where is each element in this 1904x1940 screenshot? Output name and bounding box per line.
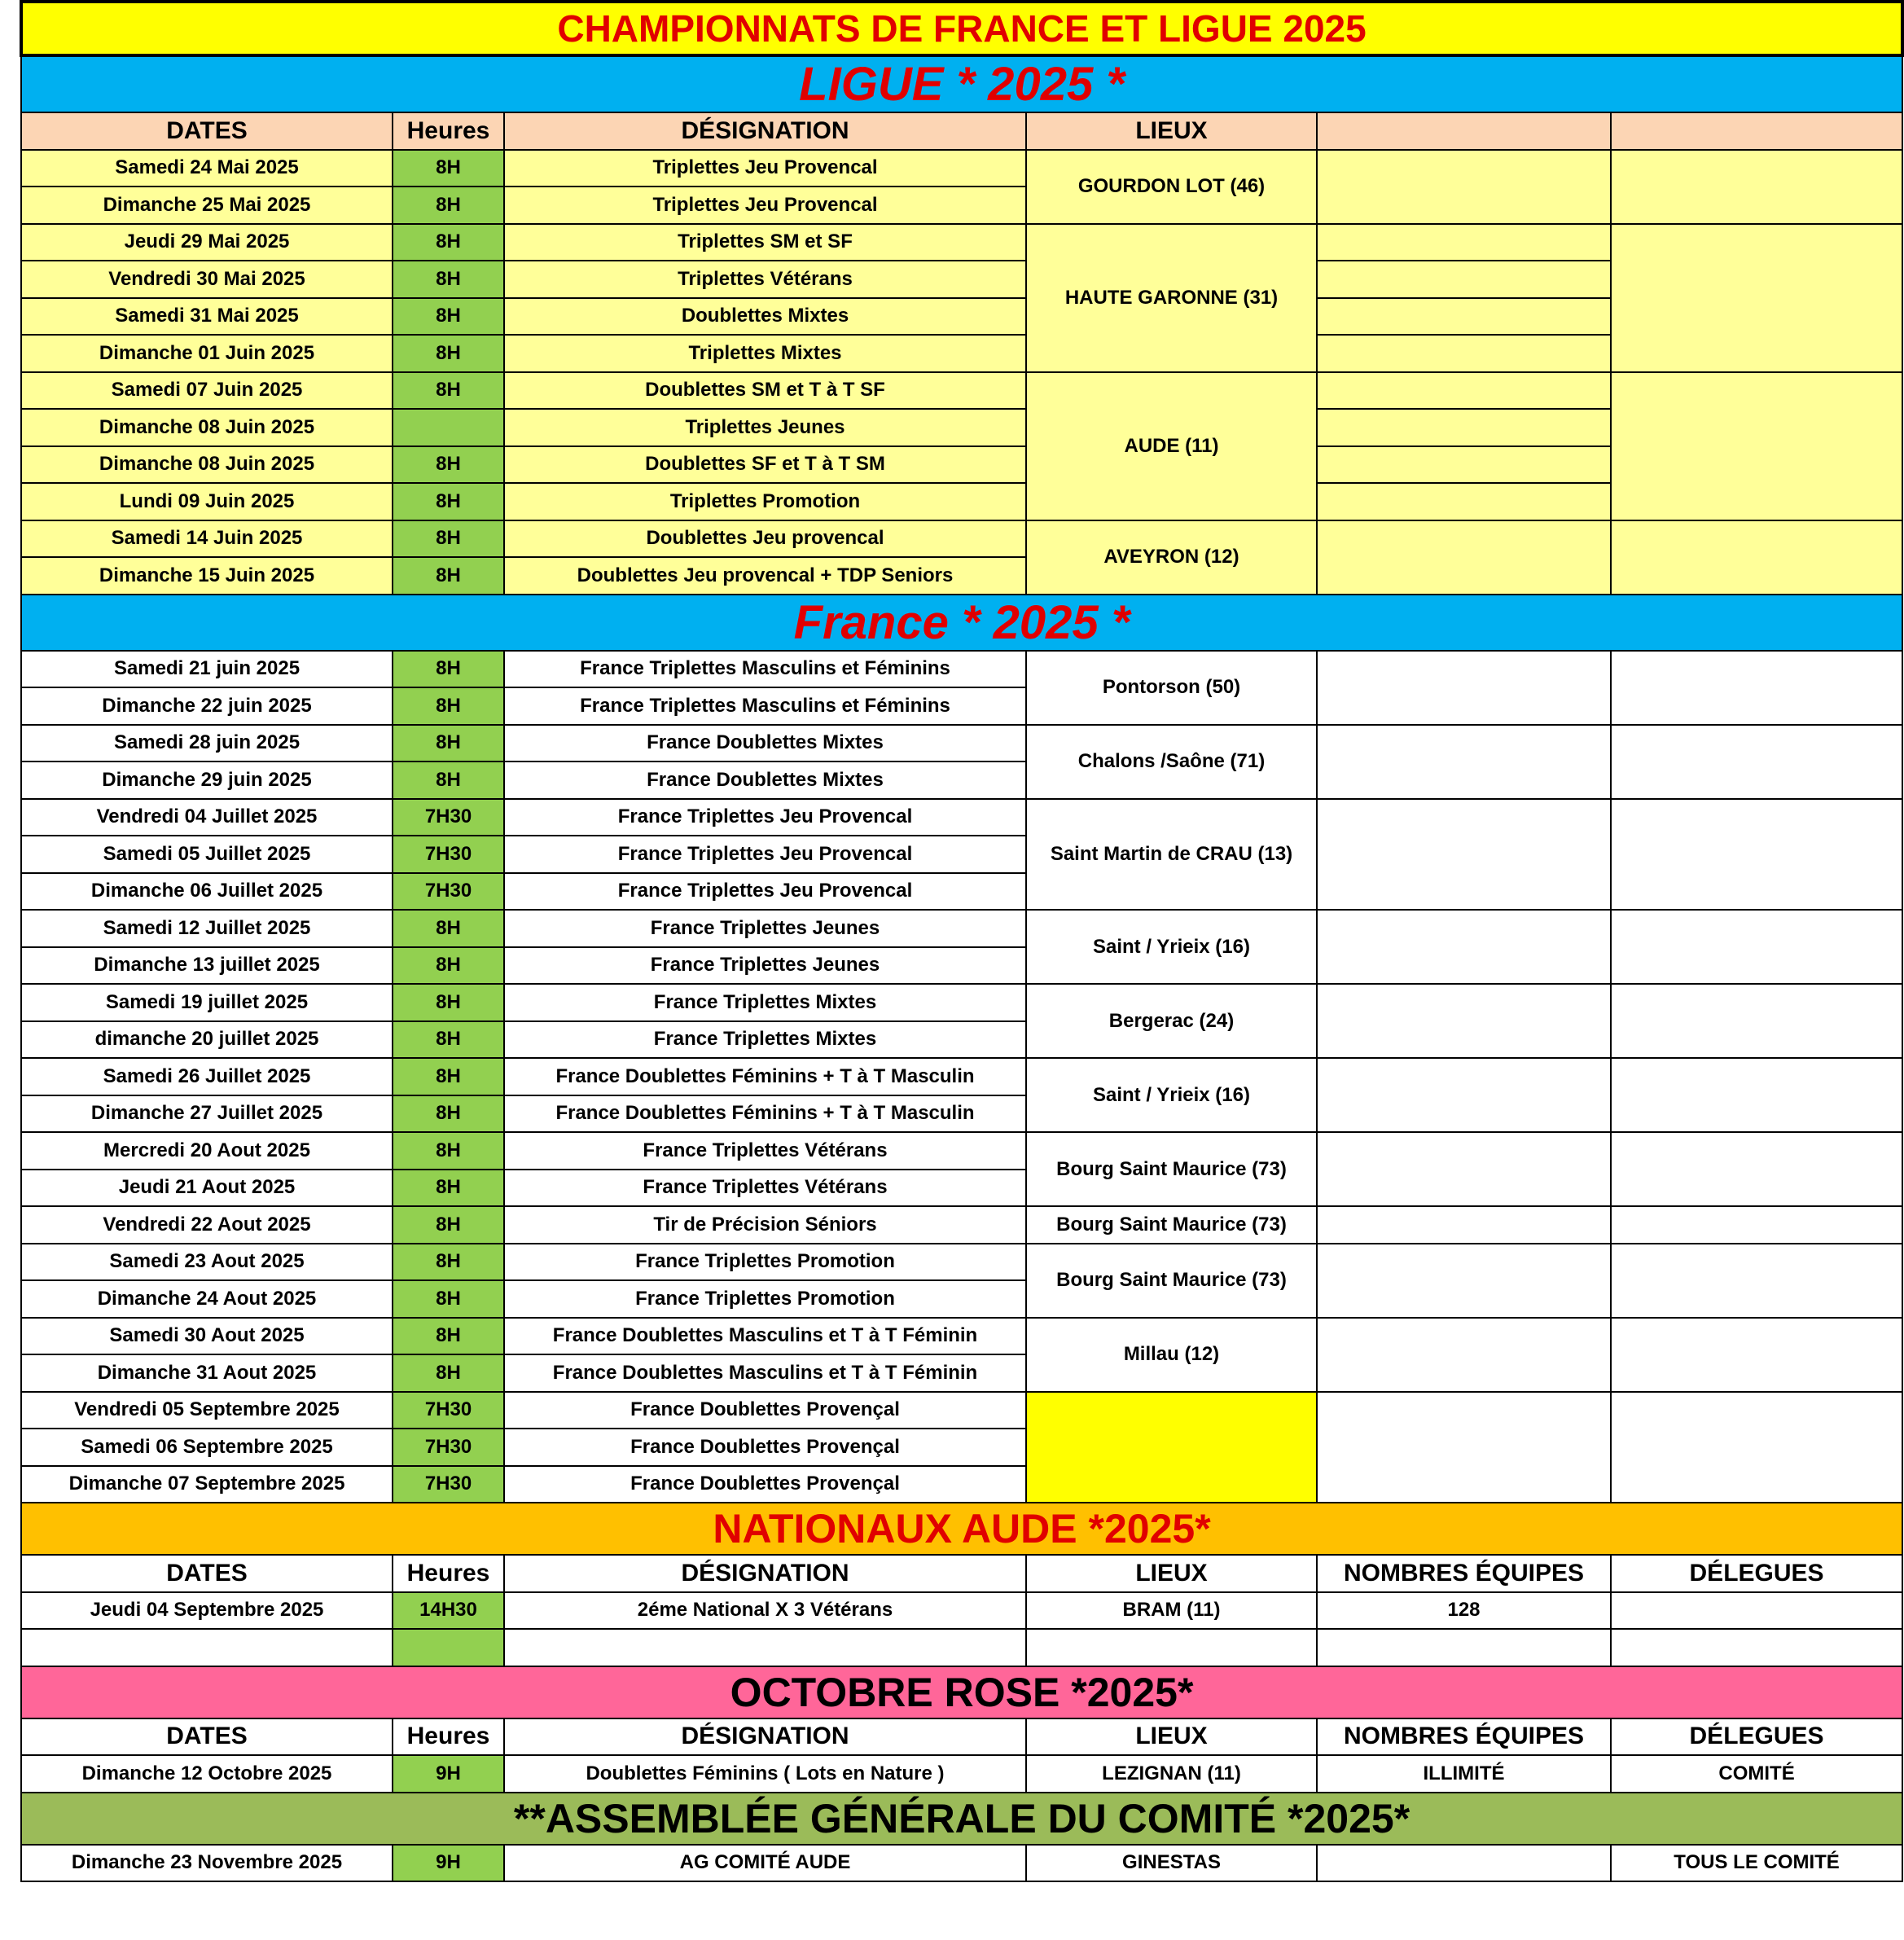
designation-cell: Doublettes Féminins ( Lots en Nature )	[504, 1755, 1026, 1793]
date-cell: Samedi 06 Septembre 2025	[21, 1429, 393, 1466]
designation-cell: Tir de Précision Séniors	[504, 1206, 1026, 1244]
octobre-header-heures: Heures	[393, 1718, 504, 1756]
time-cell: 7H30	[393, 799, 504, 836]
lieu-cell: Saint / Yrieix (16)	[1026, 1058, 1317, 1132]
date-cell: Vendredi 30 Mai 2025	[21, 261, 393, 298]
nationaux-header-designation: DÉSIGNATION	[504, 1555, 1026, 1592]
empty-cell	[1026, 1629, 1317, 1666]
octobre-header-dates: DATES	[21, 1718, 393, 1756]
table-row	[21, 224, 1902, 261]
empty-cell	[1317, 799, 1611, 911]
time-cell: 8H	[393, 187, 504, 224]
designation-cell: France Triplettes Masculins et Féminins	[504, 651, 1026, 688]
designation-cell: 2éme National X 3 Vétérans	[504, 1592, 1026, 1630]
date-cell: Dimanche 08 Juin 2025	[21, 409, 393, 446]
time-cell: 9H	[393, 1845, 504, 1882]
designation-cell: France Doublettes Féminins + T à T Masculin	[504, 1095, 1026, 1133]
time-cell	[393, 409, 504, 446]
empty-cell	[504, 1629, 1026, 1666]
date-cell: dimanche 20 juillet 2025	[21, 1021, 393, 1059]
time-cell: 9H	[393, 1755, 504, 1793]
octobre-header-lieux: LIEUX	[1026, 1718, 1317, 1756]
time-cell: 8H	[393, 947, 504, 985]
empty-cell	[1317, 1629, 1611, 1666]
empty-cell	[1317, 984, 1611, 1058]
time-cell: 8H	[393, 651, 504, 688]
lieu-cell: AVEYRON (12)	[1026, 520, 1317, 595]
delegues-cell	[1611, 1592, 1902, 1630]
designation-cell: Doublettes Jeu provencal + TDP Seniors	[504, 557, 1026, 595]
table-row	[21, 1206, 1902, 1244]
designation-cell: France Doublettes Mixtes	[504, 762, 1026, 799]
designation-cell: Triplettes Jeu Provencal	[504, 187, 1026, 224]
designation-cell: Triplettes Jeu Provencal	[504, 150, 1026, 187]
date-cell: Dimanche 23 Novembre 2025	[21, 1845, 393, 1882]
designation-cell: France Doublettes Masculins et T à T Féminin	[504, 1354, 1026, 1392]
time-cell: 14H30	[393, 1592, 504, 1630]
date-cell: Samedi 12 Juillet 2025	[21, 910, 393, 947]
nationaux-title: NATIONAUX AUDE *2025*	[21, 1503, 1902, 1555]
lieu-cell: Bourg Saint Maurice (73)	[1026, 1244, 1317, 1318]
designation-cell: France Triplettes Masculins et Féminins	[504, 687, 1026, 725]
empty-cell	[21, 1629, 393, 1666]
time-cell: 8H	[393, 1021, 504, 1059]
designation-cell: France Triplettes Jeu Provencal	[504, 873, 1026, 911]
time-cell: 8H	[393, 1206, 504, 1244]
date-cell: Samedi 14 Juin 2025	[21, 520, 393, 558]
time-cell: 7H30	[393, 873, 504, 911]
date-cell: Dimanche 24 Aout 2025	[21, 1280, 393, 1318]
date-cell: Samedi 19 juillet 2025	[21, 984, 393, 1021]
octobre-header-designation: DÉSIGNATION	[504, 1718, 1026, 1756]
date-cell: Dimanche 12 Octobre 2025	[21, 1755, 393, 1793]
equipes-cell: 128	[1317, 1592, 1611, 1630]
empty-cell	[1317, 1244, 1611, 1318]
empty-cell	[1317, 372, 1611, 410]
assemblee-title: **ASSEMBLÉE GÉNÉRALE DU COMITÉ *2025*	[21, 1793, 1902, 1845]
ligue-title: LIGUE * 2025 *	[21, 55, 1902, 112]
lieu-cell: LEZIGNAN (11)	[1026, 1755, 1317, 1793]
date-cell: Jeudi 29 Mai 2025	[21, 224, 393, 261]
main-title: CHAMPIONNATS DE FRANCE ET LIGUE 2025	[21, 2, 1902, 55]
time-cell: 8H	[393, 1132, 504, 1170]
time-cell: 8H	[393, 1280, 504, 1318]
time-cell: 8H	[393, 224, 504, 261]
table-row	[21, 1318, 1902, 1355]
ligue-header-dates: DATES	[21, 112, 393, 150]
time-cell: 8H	[393, 1318, 504, 1355]
designation-cell: Doublettes SM et T à T SF	[504, 372, 1026, 410]
table-row	[21, 372, 1902, 410]
lieu-cell: BRAM (11)	[1026, 1592, 1317, 1630]
nationaux-header-equipes: NOMBRES ÉQUIPES	[1317, 1555, 1611, 1592]
lieu-cell: Pontorson (50)	[1026, 651, 1317, 725]
empty-cell	[1317, 1318, 1611, 1392]
empty-cell	[1611, 984, 1902, 1058]
date-cell: Dimanche 27 Juillet 2025	[21, 1095, 393, 1133]
designation-cell: France Triplettes Jeunes	[504, 910, 1026, 947]
nationaux-header-heures: Heures	[393, 1555, 504, 1592]
table-row	[21, 1132, 1902, 1170]
equipes-cell	[1317, 1845, 1611, 1882]
designation-cell: Doublettes SF et T à T SM	[504, 446, 1026, 484]
empty-cell	[1611, 1629, 1902, 1666]
empty-cell	[1317, 261, 1611, 298]
empty-cell	[1611, 1132, 1902, 1206]
date-cell: Samedi 21 juin 2025	[21, 651, 393, 688]
empty-cell	[1611, 1206, 1902, 1244]
designation-cell: France Triplettes Promotion	[504, 1280, 1026, 1318]
table-row	[21, 1058, 1902, 1095]
date-cell: Samedi 24 Mai 2025	[21, 150, 393, 187]
table-row	[21, 725, 1902, 762]
empty-cell	[1317, 224, 1611, 261]
empty-cell	[1611, 1318, 1902, 1392]
lieu-cell: Saint Martin de CRAU (13)	[1026, 799, 1317, 911]
lieu-cell: AUDE (11)	[1026, 372, 1317, 520]
table-row	[21, 651, 1902, 688]
empty-cell	[1611, 651, 1902, 725]
empty-cell	[1611, 799, 1902, 911]
empty-cell	[1317, 1206, 1611, 1244]
time-cell: 8H	[393, 984, 504, 1021]
time-cell: 8H	[393, 1095, 504, 1133]
empty-cell	[1317, 1058, 1611, 1132]
designation-cell: France Doublettes Provençal	[504, 1429, 1026, 1466]
lieu-cell: Saint / Yrieix (16)	[1026, 910, 1317, 984]
empty-cell	[1317, 335, 1611, 372]
france-title: France * 2025 *	[21, 595, 1902, 651]
ligue-header-col6	[1611, 112, 1902, 150]
lieu-cell: Bourg Saint Maurice (73)	[1026, 1206, 1317, 1244]
empty-cell	[1317, 298, 1611, 336]
time-cell: 8H	[393, 725, 504, 762]
empty-cell	[1611, 372, 1902, 520]
championship-table	[20, 0, 1904, 1882]
empty-cell	[1611, 150, 1902, 224]
table-row	[21, 150, 1902, 187]
date-cell: Jeudi 21 Aout 2025	[21, 1170, 393, 1207]
designation-cell: Triplettes Vétérans	[504, 261, 1026, 298]
time-cell: 8H	[393, 557, 504, 595]
empty-cell	[1317, 1132, 1611, 1206]
empty-cell	[1611, 1244, 1902, 1318]
time-cell: 8H	[393, 261, 504, 298]
date-cell: Dimanche 15 Juin 2025	[21, 557, 393, 595]
lieu-cell: Chalons /Saône (71)	[1026, 725, 1317, 799]
empty-cell	[1317, 520, 1611, 595]
time-cell: 8H	[393, 687, 504, 725]
empty-cell	[1611, 224, 1902, 372]
designation-cell: Triplettes Mixtes	[504, 335, 1026, 372]
time-cell: 8H	[393, 762, 504, 799]
lieu-cell	[1026, 1392, 1317, 1503]
table-row	[21, 1845, 1902, 1882]
designation-cell: France Doublettes Masculins et T à T Féminin	[504, 1318, 1026, 1355]
designation-cell: France Doublettes Féminins + T à T Masculin	[504, 1058, 1026, 1095]
table-row	[21, 1629, 1902, 1666]
date-cell: Samedi 05 Juillet 2025	[21, 836, 393, 873]
designation-cell: France Doublettes Mixtes	[504, 725, 1026, 762]
empty-cell	[1611, 1058, 1902, 1132]
ligue-header-col5	[1317, 112, 1611, 150]
time-cell: 8H	[393, 372, 504, 410]
empty-cell	[1317, 483, 1611, 520]
date-cell: Dimanche 22 juin 2025	[21, 687, 393, 725]
designation-cell: France Triplettes Mixtes	[504, 1021, 1026, 1059]
date-cell: Vendredi 22 Aout 2025	[21, 1206, 393, 1244]
date-cell: Dimanche 31 Aout 2025	[21, 1354, 393, 1392]
empty-cell	[1611, 1392, 1902, 1503]
time-cell: 8H	[393, 1058, 504, 1095]
table-row	[21, 1244, 1902, 1281]
time-cell: 8H	[393, 1244, 504, 1281]
table-row	[21, 1392, 1902, 1429]
time-cell: 8H	[393, 1170, 504, 1207]
empty-cell	[1317, 651, 1611, 725]
designation-cell: Triplettes Jeunes	[504, 409, 1026, 446]
designation-cell: France Triplettes Jeu Provencal	[504, 799, 1026, 836]
octobre-header-delegues: DÉLEGUES	[1611, 1718, 1902, 1756]
date-cell: Mercredi 20 Aout 2025	[21, 1132, 393, 1170]
date-cell: Dimanche 06 Juillet 2025	[21, 873, 393, 911]
designation-cell: France Triplettes Vétérans	[504, 1170, 1026, 1207]
empty-cell	[1317, 446, 1611, 484]
date-cell: Dimanche 25 Mai 2025	[21, 187, 393, 224]
designation-cell: France Triplettes Vétérans	[504, 1132, 1026, 1170]
date-cell: Dimanche 08 Juin 2025	[21, 446, 393, 484]
date-cell: Dimanche 07 Septembre 2025	[21, 1466, 393, 1503]
designation-cell: Doublettes Jeu provencal	[504, 520, 1026, 558]
empty-cell	[1317, 910, 1611, 984]
designation-cell: France Triplettes Promotion	[504, 1244, 1026, 1281]
time-cell: 8H	[393, 446, 504, 484]
empty-cell	[1317, 725, 1611, 799]
ligue-header-designation: DÉSIGNATION	[504, 112, 1026, 150]
empty-cell	[1317, 409, 1611, 446]
designation-cell: Triplettes SM et SF	[504, 224, 1026, 261]
date-cell: Vendredi 05 Septembre 2025	[21, 1392, 393, 1429]
equipes-cell: ILLIMITÉ	[1317, 1755, 1611, 1793]
time-cell: 7H30	[393, 1429, 504, 1466]
time-cell: 8H	[393, 298, 504, 336]
lieu-cell: Bergerac (24)	[1026, 984, 1317, 1058]
date-cell: Jeudi 04 Septembre 2025	[21, 1592, 393, 1630]
table-row	[21, 520, 1902, 558]
designation-cell: France Triplettes Jeunes	[504, 947, 1026, 985]
octobre-header-equipes: NOMBRES ÉQUIPES	[1317, 1718, 1611, 1756]
date-cell: Dimanche 29 juin 2025	[21, 762, 393, 799]
delegues-cell: COMITÉ	[1611, 1755, 1902, 1793]
date-cell: Vendredi 04 Juillet 2025	[21, 799, 393, 836]
date-cell: Dimanche 01 Juin 2025	[21, 335, 393, 372]
date-cell: Lundi 09 Juin 2025	[21, 483, 393, 520]
lieu-cell: GOURDON LOT (46)	[1026, 150, 1317, 224]
empty-cell	[1317, 150, 1611, 224]
empty-cell	[1317, 1392, 1611, 1503]
delegues-cell: TOUS LE COMITÉ	[1611, 1845, 1902, 1882]
lieu-cell: Bourg Saint Maurice (73)	[1026, 1132, 1317, 1206]
empty-cell	[1611, 910, 1902, 984]
date-cell: Samedi 26 Juillet 2025	[21, 1058, 393, 1095]
date-cell: Samedi 31 Mai 2025	[21, 298, 393, 336]
time-cell: 8H	[393, 150, 504, 187]
ligue-header-heures: Heures	[393, 112, 504, 150]
designation-cell: Triplettes Promotion	[504, 483, 1026, 520]
date-cell: Samedi 28 juin 2025	[21, 725, 393, 762]
empty-cell	[1611, 520, 1902, 595]
designation-cell: AG COMITÉ AUDE	[504, 1845, 1026, 1882]
designation-cell: France Doublettes Provençal	[504, 1466, 1026, 1503]
time-cell: 7H30	[393, 1392, 504, 1429]
octobre-title: OCTOBRE ROSE *2025*	[21, 1666, 1902, 1718]
date-cell: Samedi 07 Juin 2025	[21, 372, 393, 410]
time-cell: 8H	[393, 335, 504, 372]
nationaux-header-lieux: LIEUX	[1026, 1555, 1317, 1592]
lieu-cell: HAUTE GARONNE (31)	[1026, 224, 1317, 372]
table-row	[21, 799, 1902, 836]
date-cell: Samedi 30 Aout 2025	[21, 1318, 393, 1355]
table-row	[21, 1592, 1902, 1630]
designation-cell: France Triplettes Jeu Provencal	[504, 836, 1026, 873]
designation-cell: France Doublettes Provençal	[504, 1392, 1026, 1429]
time-cell: 8H	[393, 483, 504, 520]
table-row	[21, 1755, 1902, 1793]
time-cell: 8H	[393, 1354, 504, 1392]
empty-cell	[1611, 725, 1902, 799]
lieu-cell: GINESTAS	[1026, 1845, 1317, 1882]
date-cell: Samedi 23 Aout 2025	[21, 1244, 393, 1281]
time-cell: 7H30	[393, 1466, 504, 1503]
date-cell: Dimanche 13 juillet 2025	[21, 947, 393, 985]
nationaux-header-delegues: DÉLEGUES	[1611, 1555, 1902, 1592]
time-cell: 8H	[393, 520, 504, 558]
designation-cell: Doublettes Mixtes	[504, 298, 1026, 336]
lieu-cell: Millau (12)	[1026, 1318, 1317, 1392]
table-row	[21, 910, 1902, 947]
nationaux-header-dates: DATES	[21, 1555, 393, 1592]
empty-cell	[393, 1629, 504, 1666]
time-cell: 8H	[393, 910, 504, 947]
table-row	[21, 984, 1902, 1021]
time-cell: 7H30	[393, 836, 504, 873]
designation-cell: France Triplettes Mixtes	[504, 984, 1026, 1021]
ligue-header-lieux: LIEUX	[1026, 112, 1317, 150]
